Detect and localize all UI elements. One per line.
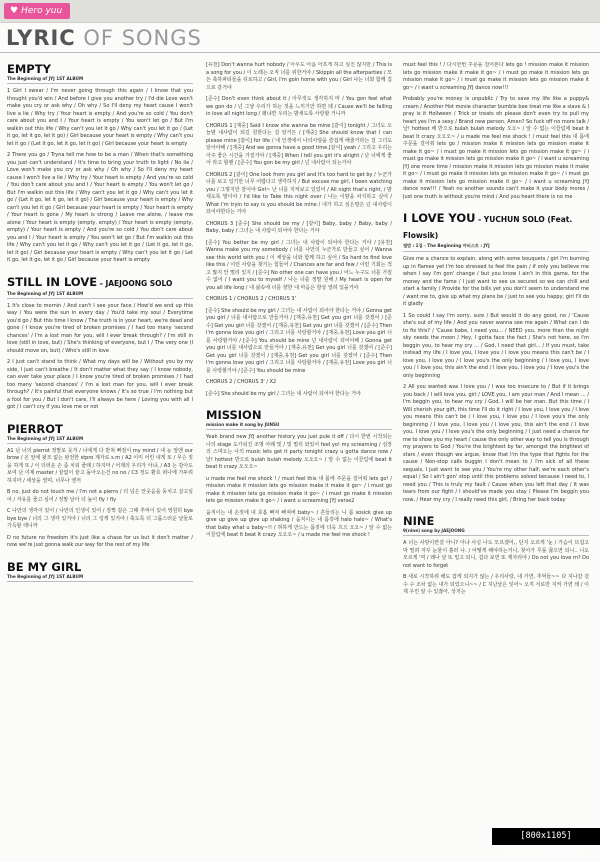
song-section xyxy=(206,408,392,540)
title-of-songs: OF SONGS xyxy=(83,26,202,50)
song-title-text: EMPTY xyxy=(7,62,51,76)
song-title-text: PIERROT xyxy=(7,421,63,436)
lyric-paragraph: CHORUS 2 [같이] One look from you girl and It's too hard to get by / 누군가 너를 보고 있기만 너무 어렵다고 생각하지 / But excuse me girl, I been watching you / 그렇지만 잘이야 Girl~ 난 너를 지켜보고 있었어 / All night that's right, / 밤새도록 말이야 / I'd like to Take this night over / 나는 이밤을 차지하고 싶어 / What I'm tryin to say is you should be mine / 내가 하고 싶은말은 넌 내사람이 되어야한다는 거야 xyxy=(206,171,392,215)
song-subtitle: 앨범 : 1집 - The Beginning 아티스트 : JYJ xyxy=(403,243,589,252)
lyric-paragraph: 1 It's close to mornin / And can't I see your face / How'd we end up this way / You were the sun in every day / You'd take my soul / Everytime you'd go / But this time I know / The truth is in your heart, we're dead and gone / I know you're tired of broken promises / I had too many 'second chances' / I'm a lost man for you, will I ever break through? / I'm still in love (still in love, but) / She's thinking of everyone, but I / The very one (I should move on, but) / Who's still in love xyxy=(7,302,193,354)
badge-label: Hero yuu xyxy=(21,6,63,16)
heart-icon: ♥ xyxy=(10,6,19,16)
title-lyric: LYRIC xyxy=(6,26,76,50)
song-title xyxy=(403,514,589,528)
lyric-paragraph: CHORUS 1 / CHORUS 2 / CHORUS 3' xyxy=(206,296,296,302)
song-subtitle: The Beginning of JYJ 1ST ALBUM xyxy=(7,574,193,582)
lyric-paragraph: Give me a chance to explain, along with some bouquets / girl I'm burning up in flames yet I'm too stressed to feel the pain / if only you believe me when I say I'm gon' change / but you know I ain't in this game, for the money and the fame / I just want to see us secured so we can chill and start a family / Provide for the bills yet you don't seem to understand me / want me to, give up what my plans be / just to see you happy, girl I'll do it gladly xyxy=(403,256,589,307)
header-bar xyxy=(0,0,600,23)
song-subtitle: The Beginning of JYJ 1ST ALBUM xyxy=(7,76,193,84)
lyric-paragraph: 2 All you wanted was I love you / I was too insecure to / But if it brings you back / I will love you, girl / LOVE you, I am your man / And I mean ... / I'm beggin you, to hear my cry / God, I will be her man. But this time / I Will cherish your gift, this time I'll do it right / I love you, I love you / I love you means this can't be / I love you, I love you / I love you's the only beginning / I love you, I love you / I love you, this ain't the end / I love you, I love you / I love you's the only beginning / I just need a chance for me to show you my heart / cause the only other way to tell you is through my prayers to God / You're the brightest by far, amongst the brightest of stars / even though we argue, know that I'm the type that fights for the cause / Non-stop calls buggin I don't mean to / I'm sick of all these sequals, I just want to see you / You're my other half, we're each other's equal / So I ain't gon' stop until this problems solved because I need to, I need you / This is truly my fault / Cause when you left that day / It was tears from our fight / I should've made you stay / Please I'm beggin you now, / Hear my cry / I really need this girl, / Bring her back today xyxy=(403,384,589,503)
song-title xyxy=(206,408,392,422)
song-title-text: I LOVE YOU xyxy=(403,211,476,225)
lyric-paragraph: CHORUS 1 [재중] Said I know she wanna be mine [같이] tonight / 그녀도 오늘밤 내사람이 되길 원한다는 걸 알거든 / [재중] She should know that I can please mine [같이] for life / 내 인생에서 나의사랑을 즐겁게 해줄거라는 걸 그녀도 알아야해 / [재중] And we gonna have a good time.[같이] yeah / 그리고 우리는 아주 좋은 시간을 가질거야 / [재중] When I tell you girl it's alright / 난 너에게 좋아 라고 할땐 / [준수] You gon be my girl / 넌 내사람이 되는거야 xyxy=(206,122,392,166)
lyric-paragraph: C 나만의 생각이 있어 / 나만의 인생이 있어 / 검쩍 같은 그때 추억이 있어 영원히 bye bye bye / 너의 그 생각 있거야 / 너의 그 링게 있거야 / 축도록 더 그룹스러운 날들로 가득할 테니까 xyxy=(7,508,193,529)
song-subtitle: The Beginning of JYJ 1ST ALBUM xyxy=(7,436,193,444)
song-title xyxy=(7,422,193,436)
column-2 xyxy=(206,62,392,837)
lyric-paragraph: A 너는 사랑이란걸 아니? 아냐 사실 나도 모르겠어,, 단지 오르게 '눈 / 가슴이 뜨겁고 막 떨려 자꾸 눈물이 흘러 나. / 어떻게 해야하는거니, 찾아가 무릎 끓으면 되니.. 니도 모르게 '며 / 왜나 날 또 밀고 되니, 겁다 보면 또 제자리야 / Do not you love m? Do not want to forget xyxy=(403,540,589,569)
lyric-paragraph: [유천] Don't wanna hurt nobody / 아무도 아픔 아프게 하고 싶진 않지만 / This is a song for you / 이 노래는 오직 너를 위한거야 / Skippin all the afterparties / 모든 축하파티들을 뒤로하고 / Girl, I'm goin home with you / Girl 나는 너와 함께 집으로 갈거야 xyxy=(206,62,392,91)
song-title xyxy=(7,275,193,291)
song-title-text: STILL IN LOVE xyxy=(7,274,98,289)
song-section xyxy=(7,275,193,412)
song-section xyxy=(7,62,193,265)
song-section xyxy=(403,514,589,597)
lyric-paragraph: 움직이는 내 손짓에 내 호흡 빠져 빠져버 baby~ / 흔들리는 니 몸 sosick give up give up give up give up shaking / 움직이는 내 몸짓에 halo halo~ / What's that baby what u baby~!! / 혀하게 만드는 몸짓에 더욱 흐으 오오~ / 앞 수 없는 이끌림에 beat It beat It crazy 오오오~ / u made me feel me shock ! xyxy=(206,509,392,538)
lyric-paragraph: u made me feel me shock ! / must feel this 내 몸에 주문을 걸어줘 lets go! / mission make it mission lets go mission make it make it go~ / i must go make it mission lets go mission make it go~ / i must go make it mission lets go mission make it go~ / i want u screaming JYJ verse2 xyxy=(206,475,392,504)
song-title xyxy=(7,560,193,574)
song-title-text: MISSION xyxy=(206,408,262,422)
lyric-paragraph: Probably you're money is unpublic / Try to save my life like a puppy& cream / Another Hot movie character bumble bee treat me like a slave & I pray is it Hollween / Trick or treats oh please don't even try to pull my heart yes I'm a sexy / Brand new person. Amen? So fuck off no more talk / 날! hottest 해 반으로 bulah bulah melody 오오~ / 앞 수 없는 이끌림에 beat It beat It crazy 오오오~ / u made me feel me shock ! / must feel this 내 몸에 주문을 걸어줘 lets go / mission make it mission lets go mission make it make it go~ / i must go make it mission lets go mission make it go~ / i must go make it mission lets go mission make it go~ / i want u screaming JYJ one more time / mission make it mission lets go mission make it make it go~ / i must go make it mission lets go mission make it go~ / i must go make it mission lets go mission make it go~ / i want u screaming JYJ dance now!!! / Yeah no another sounds can't make it your body mores / Just one truth is without you're mind / And you heart there is no me xyxy=(403,96,589,200)
song-title xyxy=(7,62,193,76)
lyric-paragraph: [준수] She should be my girl / 그녀는 내 사람이 되어야 한다는 거야 / Gonna get you girl / 너를 내사람으로 만들거야 / [재중,유천] Get you girl 너를 갖겠어 / [준수] Get you girl 너를 갖겠어 / [재중,유천] Get you girl 너를 갖겠어 / [준수] Then I'm gonna love you girl / 그리고 너를 사랑할거야 / [재중,유천] Love you girl 너를 사랑할거야 / [준수] You should be mine 넌 내사람이 되어야해 / Gonna get you girl 너를 내사람으로 만들거야 / [재중,유천] Get you girl 너를 갖겠어 / [준수] Get you girl 너를 갖겠어 / [재중,유천] Get you girl 너를 갖겠어 / [준수] Then I'm gonna love you girl / 그리고 너를 사랑할거야 / [재중,유천] Love you girl 너를 사랑할거야 / [준수] You should be mine xyxy=(206,307,392,374)
song-title-text: BE MY GIRL xyxy=(7,559,82,574)
lyric-paragraph: [준수] Don't even think about it / 아무것도 생각하지 마 / You gon feel what we gon do / 넌 그냥 우리가 하는 것을 느끼기만 하면 돼 / Cause we'll be falling in love all night long / 왜냐면 우리는 밤새도록 사랑할 거니까 xyxy=(206,96,392,117)
column-1 xyxy=(7,62,193,837)
lyric-paragraph: 2 There you go / Tryna tell me how to be a man / When that's something you just can't understand / It's time to bring your truth to light / No lie / Love won't make you cry or ask why / Oh why / So I'll deny my heart cause I won't live a lie / Why try / Your heart is empty / And you're so cold / You don't care about you and I / Your heart is empty / You won't let go / But I'm walkin out this life / Why can't you let it go / Why can't you let it go / (Let it go, let it go, let it go) / Girl because your heart is empty / Why can't you let it go / Girl because your heart is empty / Your heart is empty / Your heart is gone / My heart is strong / Leave me alone, / leave me alone / Your heart is empty (empty, empty) / Your heart is empty (empty, empty) / Your heart is empty / And you're so cold / You don't care about you and I / Your heart is empty / You won't let go / But I'm walkin out this life / Why can't you let it go / Why can't you let it go / (Let it go, let it go, let it go) / Girl because your heart is empty / Why can't you let it go / Let it go, let it go, let it go / Girl because your heart is empty xyxy=(7,152,193,263)
song-title-extra: - YUCHUN SOLO (Feat. Flowsik) xyxy=(403,215,573,240)
lyric-paragraph: B no, just do not touch me / I'm not a pierro / 더 넘은 안웃음을 동치고 살고싶어 / 자유를 줄고 싶어 / 정말 날아 더 높이 fly ! fly xyxy=(7,489,193,503)
song-title-text: NINE xyxy=(403,514,435,528)
song-title xyxy=(403,211,589,243)
song-section xyxy=(403,62,589,201)
title-divider xyxy=(0,52,600,53)
song-subtitle: 9(nine) song by JAEJOONG xyxy=(403,528,589,536)
song-section xyxy=(403,211,589,504)
lyric-paragraph: A1 난 너의 pierrot 정말로 웃겨 / 너에게 다 받쳐 빠짐이 my mind / 내 눈 앞엔 our brow / 온 앞에 뒷모 없는 완전한 stpro 제자로 s.m / A2 이미 어린 내게 또 / 무슨 짓을 하게 또 / 이 더러운 손 좀 치워 줄래 / 하지마 / 어제의 우리가 아냐, / A3 는 감아도 보여 난 이제 master / 끝없이 끝고 돌아오는건 no no / C3 정도 환호 떠나에 가두려 하지마 / 세상을 열며, 너무나 엔저 xyxy=(7,447,193,484)
lyric-paragraph: [준수] She should be my girl / 그녀는 내 사람이 되어야 한다는 거야 xyxy=(206,390,361,397)
lyric-paragraph: 1 So could I say I'm sorry, sure / But would it do any good, no / 'Cause she's out of my life / And you never wanna see me again / What can I do to fix this? / 'Cause babe, I need you... / NEED you, more than the night sky needs the moon / Hey, I gotta face the fact / She's not here, so I'm beggin you, to hear my cry ... / God, I need that girl... / If you must, take instead my life / I love you, I love you / I love you means this can't be / I love you, I love you / I love you's the only beginning / I love you, I love you / I love you, this ain't the end / I love you, I love you / I love you's the only beginning xyxy=(403,312,589,379)
watermark: [800x1105] https://upic.me/ xyxy=(492,828,600,845)
lyric-paragraph: CHORUS 3 [준수] She should be my / [같이] Baby, baby / Baby, baby / Baby, baby / 그녀는 내 사람이 되어야 한다는 거야 xyxy=(206,220,392,234)
song-subtitle: mission make it song by JUNSU xyxy=(206,422,392,430)
site-badge[interactable] xyxy=(4,3,70,19)
lyric-paragraph: must feel this ! / 다시한번 주문을 걸어본다 lets go ! mission make it mission lets go mission make it make it go~ / i must go make it mission lets go mission make it go~ / i must go make it mission lets go mission make it go~ / i want u screaming JYJ dance now!!! xyxy=(403,62,589,91)
lyric-paragraph: Yeah brand new JYJ another history you just pule it off / 다시 한번 시작되는 나의 stage 도가워진 조명 아래 빛 / 빛 멀리 와있어 feel yo! my screaming / 심장의 스며오는 나의 music lets get it party tonight crazy u gotta dance now / 날! hottest 반으로 bulah bulah melody 오오오~ / 앞 수 없는 이끌림에 beat It beat It crazy 오오오~ xyxy=(206,434,392,470)
lyric-paragraph: 2 I just can't stand to think / What my days will be / Without you by my side, I just can't breathe / It don't matter what they say / I know nobody, can ever take your place / I know you're tired of broken promises / I had too many 'second chances' / I'm a lost man for you, will I ever break through? / It's painful that everyone knows / It's so true / I'm nothing but a fool for you / But I don't care, I'll always be here / Loving you with all I got / I can't cry if you love me or not xyxy=(7,359,193,410)
lyric-paragraph: CHORUS 2 / CHORUS 3' / X2 xyxy=(206,379,277,385)
song-section xyxy=(206,62,392,398)
song-section xyxy=(7,560,193,582)
lyric-paragraph: 1 Girl I swear / I'm never going through this again / I know that you thought you'd win / And before I give you another try / I'd die Love won't make you cry or ask why / Oh why / So I'll deny my heart cause I won't live a lie / Why try / Your heart is empty / And you're so cold / You don't care about you and I / Your heart is empty / You won't let go / But I'm walkin out this life / Why can't you let it go / Why can't you let it go / (Let it go, let it go, let it go) / Girl because your heart is empty / Why can't you let it go / (Let it go, let it go, let it go) / Girl because your heart is empty xyxy=(7,88,193,147)
lyric-paragraph: [준수] You better be my girl / 그녀는 내 사람이 되어야 한다는 거야 / [유천] Wanna make you my somebody / 너를 나만의 누군가로 만들고 싶어 / Wanna see this world with you / 이 세상을 너와 함께 하고 싶어 / So hard to find love like this / 이런 사랑을 찾기는 힘들어 / Chances are far and few / 이런 기회는 적고 많지 안 멀리 있지 / [준수] No other one can have you / 어느 누구도 너를 가질 수 없어 / I want you to myself / 나는 너를 정말 원해 / My heart is open for you all life long / 내 삶속에 너를 향한 내 마음은 항상 열려 있을거야 xyxy=(206,239,392,291)
column-3 xyxy=(403,62,589,837)
page-title xyxy=(6,26,202,50)
song-subtitle: The Beginning of JYJ 1ST ALBUM xyxy=(7,291,193,299)
lyric-paragraph: D no future no freedom it's just like a chase for us but it don't matter / now we're just gonna walk our way for the rest of my life xyxy=(7,534,193,548)
lyric-paragraph: B 새로 시작하려 해도 잡게 되지가 않는 / 우리사랑, 내 가면, 추억들~~ 다 지나갈 걸수 수 조차 없는 내가 되었으니~~ / C 지난날은 잊어~ 오직 서로만 지켜 가면 돼 / 이제 우린 알 수 있잖아, 상처는 xyxy=(403,574,589,595)
song-title-extra: - JAEJOONG SOLO xyxy=(97,278,173,288)
song-section xyxy=(7,422,193,550)
